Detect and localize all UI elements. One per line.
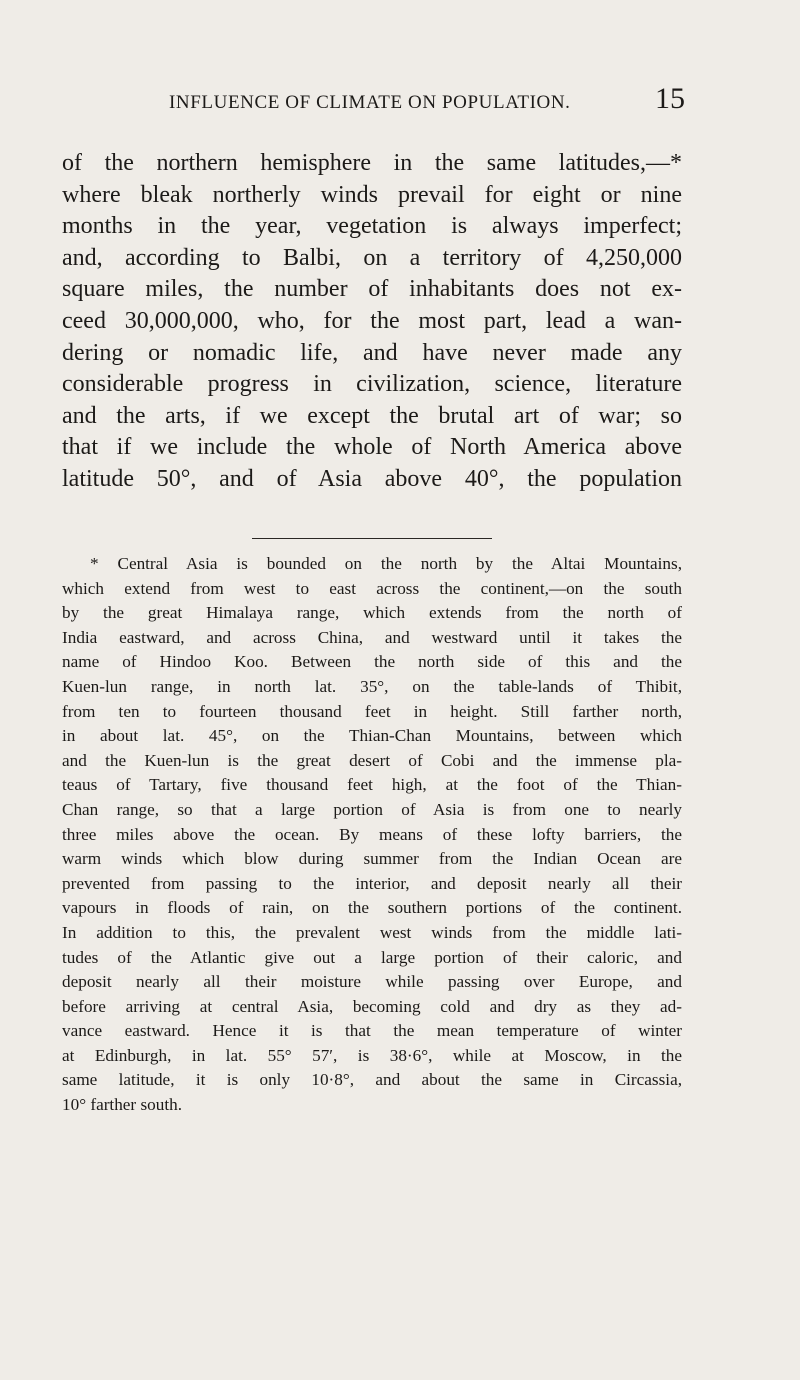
text-line: square miles, the number of inhabitants does not ex-: [62, 276, 682, 303]
text-line: where bleak northerly winds prevail for eight or nine: [62, 181, 682, 208]
footnote-line: which extend from west to east across the continent,—on the south: [62, 578, 682, 598]
footnote-line: before arriving at central Asia, becoming cold and dry as they ad-: [62, 996, 682, 1016]
text-line: ceed 30,000,000, who, for the most part, lead a wan-: [62, 307, 682, 334]
footnote-line: name of Hindoo Koo. Between the north side of this and the: [62, 652, 682, 672]
text-line: considerable progress in civilization, science, literature: [62, 371, 682, 398]
main-text: [62, 148, 682, 496]
footnote-line: India eastward, and across China, and westward until it takes the: [62, 627, 682, 647]
footnote-line: In addition to this, the prevalent west winds from the middle lati-: [62, 922, 682, 942]
text-line: that if we include the whole of North America above: [62, 434, 682, 461]
footnote-line: deposit nearly all their moisture while passing over Europe, and: [62, 972, 682, 992]
page-number: 15: [655, 82, 685, 115]
footnote-line: vance eastward. Hence it is that the mean temperature of winter: [62, 1021, 682, 1041]
footnote-line: vapours in floods of rain, on the southern portions of the continent.: [62, 898, 682, 918]
footnote: [62, 552, 682, 1118]
footnote-line: Chan range, so that a large portion of Asia is from one to nearly: [62, 799, 682, 819]
page-header: [145, 82, 685, 128]
footnote-line: and the Kuen-lun is the great desert of Cobi and the immense pla-: [62, 750, 682, 770]
footnote-line: by the great Himalaya range, which extends from the north of: [62, 603, 682, 623]
text-line: latitude 50°, and of Asia above 40°, the population: [62, 465, 682, 492]
footnote-line: prevented from passing to the interior, and deposit nearly all their: [62, 873, 682, 893]
footnote-line: from ten to fourteen thousand feet in height. Still farther north,: [62, 701, 682, 721]
footnote-line: same latitude, it is only 10·8°, and about the same in Circassia,: [62, 1070, 682, 1090]
footnote-line: teaus of Tartary, five thousand feet high, at the foot of the Thian-: [62, 775, 682, 795]
text-line: and, according to Balbi, on a territory of 4,250,000: [62, 244, 682, 271]
text-line: of the northern hemisphere in the same latitudes,—*: [62, 150, 682, 176]
footnote-line: in about lat. 45°, on the Thian-Chan Mountains, between which: [62, 726, 682, 746]
footnote-line: tudes of the Atlantic give out a large portion of their caloric, and: [62, 947, 682, 967]
footnote-line: three miles above the ocean. By means of these lofty barriers, the: [62, 824, 682, 844]
footnote-divider: [252, 538, 492, 539]
footnote-line: warm winds which blow during summer from the Indian Ocean are: [62, 849, 682, 869]
text-line: dering or nomadic life, and have never made any: [62, 339, 682, 366]
footnote-line: Kuen-lun range, in north lat. 35°, on the table-lands of Thibit,: [62, 676, 682, 696]
text-line: and the arts, if we except the brutal art of war; so: [62, 402, 682, 429]
footnote-line: at Edinburgh, in lat. 55° 57′, is 38·6°, while at Moscow, in the: [62, 1045, 682, 1065]
footnote-line: 10° farther south.: [62, 1095, 182, 1115]
running-head: INFLUENCE OF CLIMATE ON POPULATION.: [169, 92, 571, 113]
text-line: months in the year, vegetation is always imperfect;: [62, 213, 682, 240]
footnote-line: * Central Asia is bounded on the north by the Altai Mountains,: [90, 554, 682, 573]
